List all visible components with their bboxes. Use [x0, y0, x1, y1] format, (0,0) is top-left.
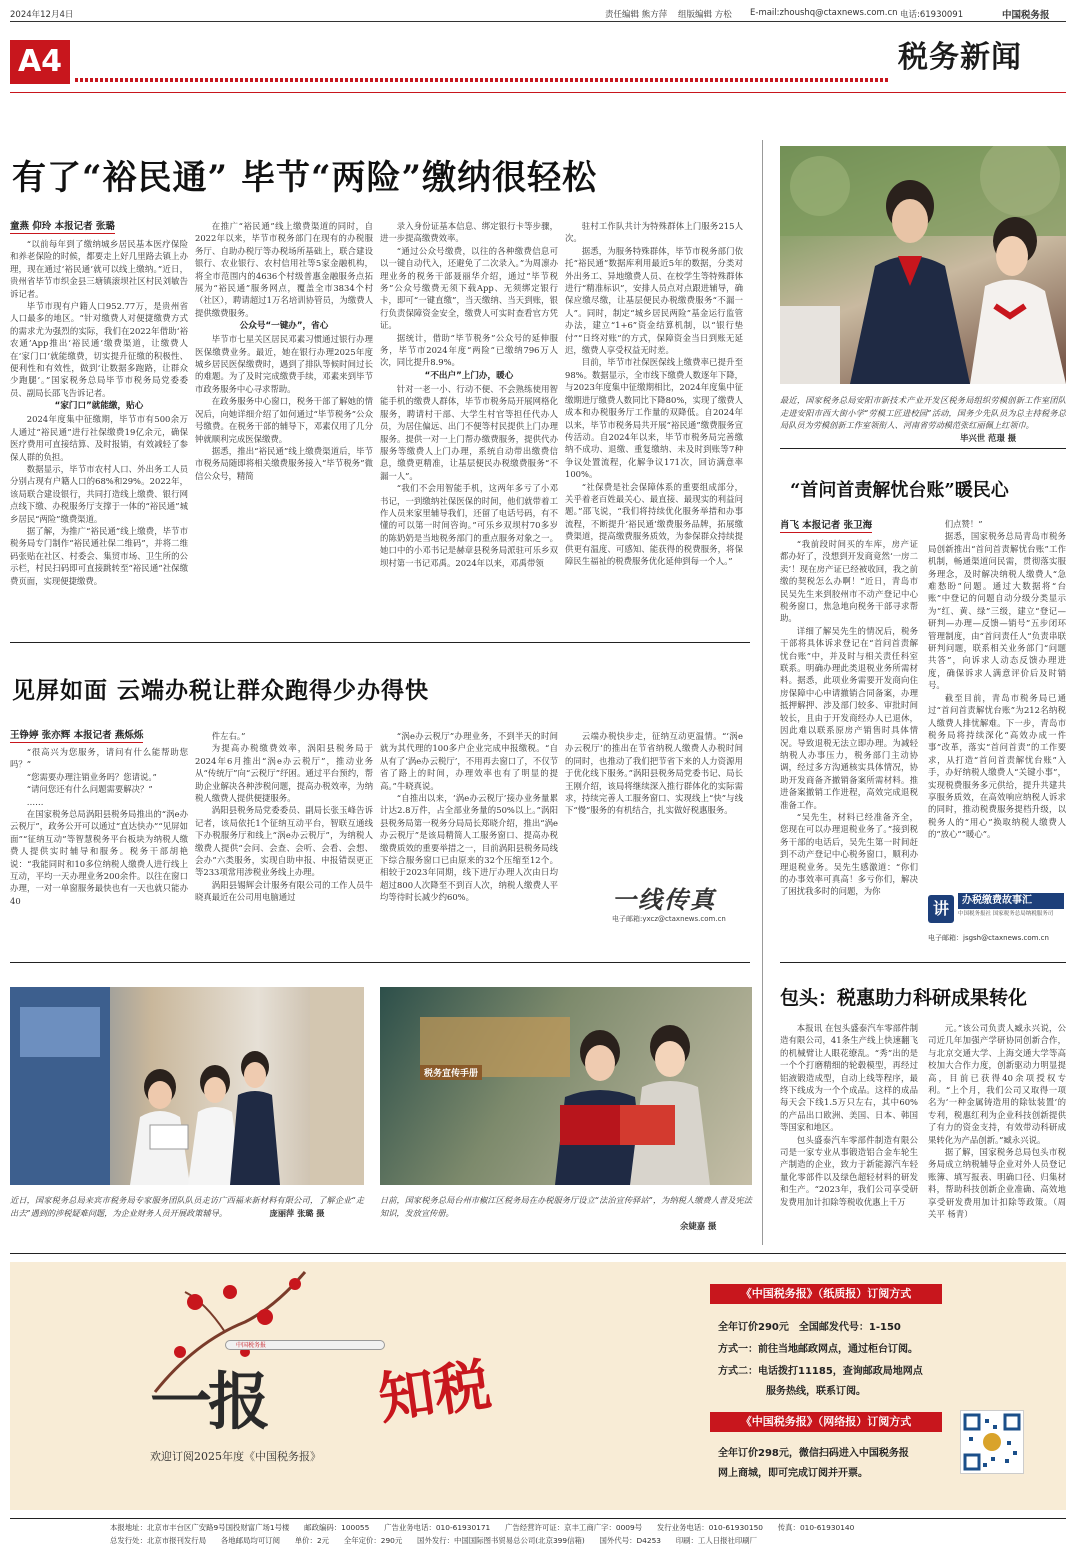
article2-col3 [380, 730, 558, 946]
footer-rule [10, 1518, 1066, 1519]
article3-para: 详细了解吴先生的情况后，税务干部将具体诉求登记在“首问首责解忧台账”中，并及时与相关责任科室联系。明确办理此类退税业务所需材料。据悉，此项业务需要开发商向住房保障中心申请撤销合同备案，办理抵押解押、涉及部门较多、审批时间较长，且由于开发商经办人已退休，因此难以联系原房产销售时具体情况。导致退税无法立即办理。为减轻纳税人办事压力，税务部门主动协调，经过多方沟通核实具体情况，协助开发商备齐撤销备案所需材料。推进备案撤销工作进程，高效完成退税准备工作。 [780, 625, 918, 810]
bottom-right-credit: 余婕嘉 摄 [680, 1221, 717, 1231]
bottom-right-book-text: 税务宣传手册 [420, 1065, 482, 1080]
article2-col2 [195, 730, 373, 946]
bottom-right-photo [380, 987, 752, 1185]
article1-para: 毕节市七星关区居民邓素习惯通过银行办理医保缴费业务。最近，她在银行办理2025年度城乡居民医保缴费时，遇到了排队等候时间过长的难题。为了及时完成缴费手续，邓素来到毕节市政务服务中心寻求帮助。 [195, 334, 373, 394]
right-top-photo-credit: 毕兴世 范璟 摄 [960, 433, 1017, 443]
ad-web-price: 全年订价298元，微信扫码进入中国税务报 [718, 1448, 909, 1459]
article1-para: 驻村工作队共计为特殊群体上门服务215人次。 [565, 221, 743, 244]
qr-code-icon[interactable] [960, 1410, 1024, 1474]
ad-method1: 方式一：前往当地邮政网点，通过柜台订阅。 [718, 1344, 918, 1355]
right-photo-rule [780, 448, 1066, 449]
column-logo-title: 一线传真 [612, 885, 716, 914]
article4-para: 本报讯 在包头盛泰汽车零部件制造有限公司，41条生产线上快速翻飞的机械臂让人眼花缭乱。“秀”出的是一个个打磨精细的轮毂模型，再经过铝液锻造成型，自动上线等程序，最终下线成为一个个成品。这样的成品每天会下线1.5万只左右，其中60%的产品出口欧洲、美国、日本、韩国等国家和地区。 [780, 1023, 918, 1133]
column-logo [612, 880, 747, 930]
header-bar [10, 6, 1066, 20]
article1-bottom-rule [10, 642, 750, 643]
article3-bottom-rule [780, 962, 1066, 963]
bottom-left-caption [10, 1194, 364, 1219]
article1-col1 [10, 238, 188, 638]
article2-para: 件左右。” [211, 731, 246, 741]
article3-para: 据悉，国家税务总局青岛市税务局创新推出“首问首责解忧台账”工作机制，畅通渠道问民需，贯彻落实服务理念，及时解决纳税人缴费人“急难愁盼”问题。通过大数据将“台账”中登记的问题自动分级分类显示为“红、黄、绿”三级，建立“登记—研判—办理—反馈—销号”五步闭环管理制度，由“首问责任人”负责串联研判问题，联系相关业务部门“问题共答”，向诉求人动态反馈办理进度，确保诉求人满意评价后及时销号。 [928, 531, 1066, 691]
article3-para: 截至目前，青岛市税务局已通过“首问首责解忧台账”为212名纳税人缴费人排忧解难。下一步，青岛市税务局将持续深化“高效办成一件事”改革，落实“首问首责”的工作要求，从打造“首问首责解忧台账”入手，办好纳税人缴费人“关键小事”，实现税费服务多元供给，提升共建共享服务质效，在高效响应纳税人诉求的同时，推动税费服务提档升级，以税务人的“用心”换取纳税人缴费人的“放心”“暖心”。 [928, 692, 1066, 840]
bottom-left-credit: 庞丽萍 张璐 摄 [269, 1207, 325, 1218]
article1-para: “通过公众号缴费，以往的各种缴费信息可以一键自动代入，还避免了二次录入。”为周凛办理业务的税务干部聂丽华介绍，通过“毕节税务”公众号缴费无须下载App、无须绑定银行卡，即可“一键直缴”，当天缴纳、当天到账，银行负责保障资金安全，缴费人可实时查看官方凭证。 [380, 245, 558, 331]
page-number: A4 [10, 40, 70, 84]
story-logo-title: 办税缴费故事汇 [958, 893, 1064, 909]
article4-para: 据了解，国家税务总局包头市税务局成立纳税辅导企业对外人员登记账簿、填写报表、明确口径、归集材料，帮助科技创新企业准确、高效地享受研发费用加计扣除等政策。（周关平 杨青） [928, 1147, 1066, 1220]
article4-title: 包头：税惠助力科研成果转化 [780, 987, 1028, 1009]
article1-col2 [195, 220, 373, 640]
header-phone: 电话:61930091 [900, 10, 964, 20]
article3-para: “我前段时间买的车库，房产证都办好了，没想到开发商竟然‘一房二卖’！现在房产证已经被收回，我之前缴的契税怎么办啊！”近日，青岛市民吴先生来到胶州市不动产登记中心税务窗口，焦急地向税务干部寻求帮助。 [780, 539, 918, 624]
article4-col1 [780, 1022, 918, 1247]
bottom-right-caption [380, 1194, 752, 1219]
article1-para: “以前每年到了缴纳城乡居民基本医疗保险和养老保险的时候，都要走上好几里路去镇上办理，现在通过‘裕民通’就可以线上缴纳。”近日，贵州省毕节市织金县三塘镇滚坝社区村民刘敏告诉记者。 [10, 239, 188, 299]
footer-line2: 总发行处：北京市报刊发行局 各地邮局均可订阅 单价：2元 全年定价：290元 国外发行：中国国际图书贸易总公司(北京399信箱) 国外代号：D4253 印刷：工人日报社印刷厂 [110, 1536, 758, 1545]
footer-line1: 本报地址：北京市丰台区广安路9号国投财富广场1号楼 邮政编码：100055 广告业务电话：010-61930171 广告经营许可证：京丰工商广字：0009号 发行业务电话：010-61930150 传真：010-61930140 [110, 1523, 855, 1532]
ad-web-title: 《中国税务报》（网络报）订阅方式 [710, 1412, 942, 1432]
ad-slogan-big: 一报 [150, 1365, 267, 1438]
story-logo [928, 893, 1066, 951]
article1-para: 据了解，为推广“裕民通”线上缴费，毕节市税务局专门制作“裕民通社保二维码”，并将二维码张贴在社区、村委会、集贸市场、卫生所的公示栏，村民扫码即可直接跳转至“裕民通”社保缴费页面，实现便捷缴费。 [10, 525, 188, 586]
article1-para: 数据显示，毕节市农村人口、外出务工人员分别占现有户籍人口的68%和29%。2022年，该局联合建设银行，共同打造线上缴费、银行网点线下缴、办税服务厅支撑于一体的“裕民通”城乡居民“两险”缴费渠道。 [10, 463, 188, 524]
right-top-photo-art [780, 146, 1066, 384]
article1-subhead: “家门口”就能缴，贴心 [54, 401, 144, 412]
article1-para: 录入身份证基本信息、绑定银行卡等步骤，进一步提高缴费效率。 [380, 221, 558, 244]
story-logo-email: 电子邮箱：jsgsh@ctaxnews.com.cn [928, 934, 1049, 942]
article3-col1 [780, 538, 918, 956]
article2-col1 [10, 746, 188, 946]
article1-para: 毕节市现有户籍人口952.77万，是贵州省人口最多的地区。“针对缴费人对便捷缴费方式的需求尤为强烈的实际，我们在2022年借助‘裕农通’App推出‘裕民通’缴费渠道，让缴费人在‘家门口’就能缴费，切实提升征缴的积极性、便利性和有效性，做到‘让数据多跑路，让群众少跑腿’。”国家税务总局毕节市税务局党委委员、副局长邵飞告诉记者。 [10, 301, 188, 398]
article1-para: 针对一老一小、行动不便、不会熟练使用智能手机的缴费人群体，毕节市税务局开展网格化服务，聘请村干部、大学生村官等担任代办人员，为居住偏远、出门不便等村民提供上门办理服务。提供一对一上门帮办缴费服务，提供代办服务等缴费人上门办理，系统自动带出缴费信息，缴费更精准，让基层便民办税缴费服务“不漏一人”。 [380, 383, 558, 481]
bottom-right-photo-art [380, 987, 752, 1185]
ad-pen-label: 中国税务报 [236, 1342, 267, 1349]
ad-slogan-big2: 知税 [374, 1351, 495, 1433]
article2-title: 见屏如面 云端办税让群众跑得少办得快 [12, 677, 430, 704]
article4-para: 元。”该公司负责人臧永兴说，公司近几年加强产学研协同创新合作，与北京交通大学、上海交通大学等高校加大合作力度，创新驱动力明显提高，目前已获得40余项授权专利。“上个月，我们公司又取得一项名为‘一种金属铸造用的除钛装置’的专利，税惠红利为企业科技创新提供了有力的资金支持，有效带动科研成果转化为产品创新。”臧永兴说。 [928, 1023, 1066, 1145]
header-rule [10, 21, 1066, 22]
header-editor: 责任编辑 熊方萍 [605, 10, 668, 20]
ad-pen [225, 1340, 385, 1350]
ad-method2b: 服务热线，联系订阅。 [766, 1386, 866, 1397]
article1-subhead: 公众号“一键办”，省心 [239, 321, 329, 332]
article3-byline: 肖飞 本报记者 张卫海 [780, 517, 872, 533]
subscription-ad [10, 1262, 1066, 1510]
bottom-left-photo-art [10, 987, 364, 1185]
article1-para: “社保费是社会保障体系的重要组成部分，关乎着老百姓最关心、最直接、最现实的利益问题。”邵飞说，“我们将持续优化服务举措和办事流程，不断提升‘裕民通’缴费服务品牌，拓展缴费渠道，提高缴费服务质效，为参保群众持续提供更有温度、可感知、能获得的税费服务，将保障民生福祉的税费服务优化延伸到每一个人。” [565, 481, 743, 566]
ad-paper-title: 《中国税务报》（纸质报）订阅方式 [710, 1284, 942, 1304]
section-title: 税务新闻 [898, 40, 1022, 75]
article2-para: “很高兴为您服务，请问有什么能帮助您吗？” [10, 747, 188, 770]
bottom-left-photo [10, 987, 364, 1185]
article3-col2 [928, 518, 1066, 886]
article1-para: 在推广“裕民通”线上缴费渠道的同时，自2022年以来，毕节市税务部门在现有的办税服务厅、自助办税厅等办税场所基础上，联合建设银行、农业银行、农村信用社等5家金融机构，将全市范围内的4636个村级普惠金融服务点拓展为“裕民通”服务网点，覆盖全市3834个村（社区），聘请超过1万名培训协管员，为缴费人提供缴费服务。 [195, 221, 373, 318]
bottom-left-caption-text: 近日，国家税务总局来宾市税务局专家服务团队队员走访广西福来新材料有限公司，了解企业“走出去”遇到的涉税疑难问题，为企业财务人员开展政策辅导。 [10, 1195, 364, 1218]
story-logo-org: 中国税务报社 国家税务总局纳税服务司 [958, 911, 1054, 917]
right-top-photo [780, 146, 1066, 384]
article1-para: 据悉，推出“裕民通”线上缴费渠道后，毕节市税务局随即将相关缴费服务接入“毕节税务”微信公众号，精简 [195, 445, 373, 481]
ad-web-line2: 网上商城，即可完成订阅并开票。 [718, 1468, 868, 1479]
article2-para: 云端办税快步走，征纳互动更温情。“‘涡e办云税厅’的推出在节省纳税人缴费人办税时间的同时，也推动了我们把节省下来的人力资源用于优化线下服务。”涡阳县税务局党委书记、局长王刚介绍，该局将继续深入推行群体化的实际需求，持续完善人工服务窗口、实现线上“快”与线下“慢”服务的有机结合，扎实做好税惠服务。 [565, 731, 743, 816]
article2-bottom-rule [10, 962, 750, 963]
article4-para: 包头盛泰汽车零部件制造有限公司是一家专业从事锻造铝合金车轮生产制造的企业，致力于新能源汽车轻量化零部件以及绿色超轻材料的研发和生产。“2023年，我们公司享受研发费用加计扣除等税收优惠上千万 [780, 1134, 918, 1207]
qr-code-art [961, 1411, 1023, 1473]
header-date: 2024年12月4日 [10, 10, 74, 20]
article3-para: “吴先生，材料已经准备齐全，您现在可以办理退税业务了。”接到税务干部的电话后，吴先生第一时间赶到不动产登记中心税务窗口，顺利办理退税业务。吴先生感激道：“你们的办事效率可真高！多亏你们，解决了困扰我多时的问题，为你 [780, 811, 918, 897]
article1-subhead: “不出户”上门办，暖心 [424, 370, 514, 381]
right-top-photo-caption [780, 394, 1066, 432]
article1-col3 [380, 220, 558, 640]
article2-col4 [565, 730, 743, 860]
article1-title: 有了“裕民通” 毕节“两险”缴纳很轻松 [12, 158, 598, 198]
article2-byline: 王铮婷 张亦辉 本报记者 燕烁烁 [10, 727, 143, 743]
article2-para: …… [26, 796, 44, 807]
header-paper-name: 中国税务报 [1002, 10, 1050, 21]
article4-col2 [928, 1022, 1066, 1247]
article1-byline: 童燕 仰玲 本报记者 张璐 [10, 218, 115, 234]
header-layout-editor: 组版编辑 方松 [678, 10, 732, 20]
article1-para: “我们不会用智能手机，这两年多亏了小邓书记，一到缴纳社保医保的时间，他们就带着工作人员来家里辅导我们，还留了电话号码，有不懂的可以第一时间咨询。”可乐乡双坝村70多岁的陈奶奶是当地税务部门的重点服务对象之一。她口中的小邓书记是赫章县税务局派驻可乐乡双坝村第一书记邓禹。2024年以来，邓禹带领 [380, 483, 558, 568]
article1-para: 据悉，为服务特殊群体，毕节市税务部门依托“裕民通”数据库利用最近5年的数据，分类对外出务工、异地缴费人员、在校学生等特殊群体进行“精准标识”，安排人员点对点跟进辅导，确保应缴尽缴，让基层便民办税缴费服务“不漏一人”。同时，制定“城乡居民两险”基金运行监管办法，建立“1+6”资金结算机制，以“银行垫付”“日终对账”的方式，保障资金当日到账无延迟，缴费人享受权益无时差。 [565, 245, 743, 356]
ad-method2: 方式二：电话拨打11185，查询邮政局地网点 [718, 1366, 923, 1377]
right-top-caption-text: 最近，国家税务总局安阳市新技术产业开发区税务局组织劳模创新工作室团队走进安阳市西大街小学“劳模工匠进校园”活动，国务少先队员为总主持税务总局队员为劳模创新工作室领衔人、河南省劳动模范张红丽佩上红领巾。 [780, 395, 1066, 430]
header-decor-line [75, 78, 890, 82]
ad-paper-price: 全年订价290元 全国邮发代号：1-150 [718, 1322, 901, 1333]
ad-subtitle: 欢迎订阅2025年度《中国税务报》 [150, 1450, 321, 1463]
article1-col4 [565, 220, 743, 640]
article2-para: 在国家税务总局涡阳县税务局推出的“涡e办云税厅”，政务公开可以通过“直达快办”“见屏如面”“征纳互动”等智慧税务平台板块为纳税人缴费人提供实时辅导和服务。税务干部胡艳说：“我能同时和10多位纳税人缴费人进行线上互动，平均一天办理业务200余件。以往在窗口办理，一对一单窗服务最快也有一天也就只能办40 [10, 809, 188, 906]
story-logo-mark: 讲 [928, 895, 954, 923]
article2-para: 为提高办税缴费效率，涡阳县税务局于2024年6月推出“涡e办云税厅”，推动业务从“传统厅”向“云税厅”纾困。通过平台预约，帮助企业解决各种涉税问题，提高办税效率，为纳税人缴费人提供便捷服务。 [195, 743, 373, 804]
article3-title: “首问首责解忧台账”暖民心 [790, 480, 1009, 501]
article2-para: 涡阳县锡辉会计服务有限公司的工作人员牛晓真最近在公司用电脑通过 [195, 879, 373, 903]
article2-para: “自推出以来，‘涡e办云税厅’接办业务量累计达2.8万件，占全部业务量的50%以上。”涡阳县税务局第一税务分局局长郑晓介绍，推出“涡e办云税厅”是该局精简人工服务窗口、提高办税缴费质效的重要举措之一，目前涡阳县税务局线下综合服务窗口已由原来的32个压缩至12个。相较于2023年同期，线下进厅办理人次由日均超过800人次降至不到百人次，纳税人缴费人平均等待时长减少约60%。 [380, 793, 558, 903]
header-bottom-rule [10, 92, 1066, 93]
article3-para: 们点赞！” [944, 519, 983, 529]
ad-top-rule [10, 1253, 1066, 1254]
article2-para: “涡e办云税厅”办理业务，不到半天的时间就为其代理的100多户企业完成申报缴税。“自从有了‘涡e办云税厅’，不用再去窗口了，不仅节省了路上的时间，办理效率也有了明显的提高。”牛晓真说。 [380, 731, 558, 791]
column-divider [762, 140, 763, 1245]
article1-para: 目前，毕节市社保医保线上缴费率已提升至98%。数据显示，全市线下缴费人数逐年下降，与2023年度集中征缴期相比，2024年度集中征缴期进厅缴费人数同比下降80%，实现了缴费人成本和办税服务厅工作量的双降低。自2024年以来，毕节市税务局共开展“裕民通”缴费服务宣传活动。自2024年以来，毕节市税务局完善缴纳不成功、退缴、重复缴纳、未及时到账等7种争议处置流程，化解争议171次，回访满意率100%。 [565, 357, 743, 480]
bottom-right-caption-text: 日前，国家税务总局台州市椒江区税务局在办税服务厅设立“法治宣传驿站”，为纳税人缴费人普及宪法知识，发放宣传册。 [380, 1195, 752, 1218]
article2-para: “您需要办理注销业务吗？您请说。” [26, 771, 157, 782]
article1-para: 在政务服务中心窗口，税务干部了解她的情况后，向她详细介绍了如何通过“毕节税务”公众号缴费。在税务干部的辅导下，邓素仅用了几分钟就顺利完成医保缴费。 [195, 396, 373, 444]
article2-para: 涡阳县税务局党委委员、副局长张玉峰告诉记者，该局依托1个征纳互动平台，智联互通线下办税服务厅和线上“涡e办云税厅”，为纳税人缴费人提供“会问、会查、会听、会看、会想、会办”六类服务，实现自助申报、申报错误更正等233项常用涉税业务线上办理。 [195, 805, 373, 878]
header-email: E-mail:zhoushq@ctaxnews.com.cn [750, 8, 898, 18]
column-logo-email: 电子邮箱:yxcz@ctaxnews.com.cn [612, 915, 726, 923]
article1-para: 据统计，借助“毕节税务”公众号的延伸服务，毕节市2024年度“两险”已缴纳796万人次，同比提升8.9%。 [380, 332, 558, 368]
article2-para: “请问您还有什么问题需要解决？” [26, 784, 153, 795]
article1-para: 2024年度集中征缴期，毕节市有500余万人通过“裕民通”进行社保缴费19亿余元，确保医疗费用可直接结算、及时报销，有效减轻了参保人群的负担。 [10, 414, 188, 462]
